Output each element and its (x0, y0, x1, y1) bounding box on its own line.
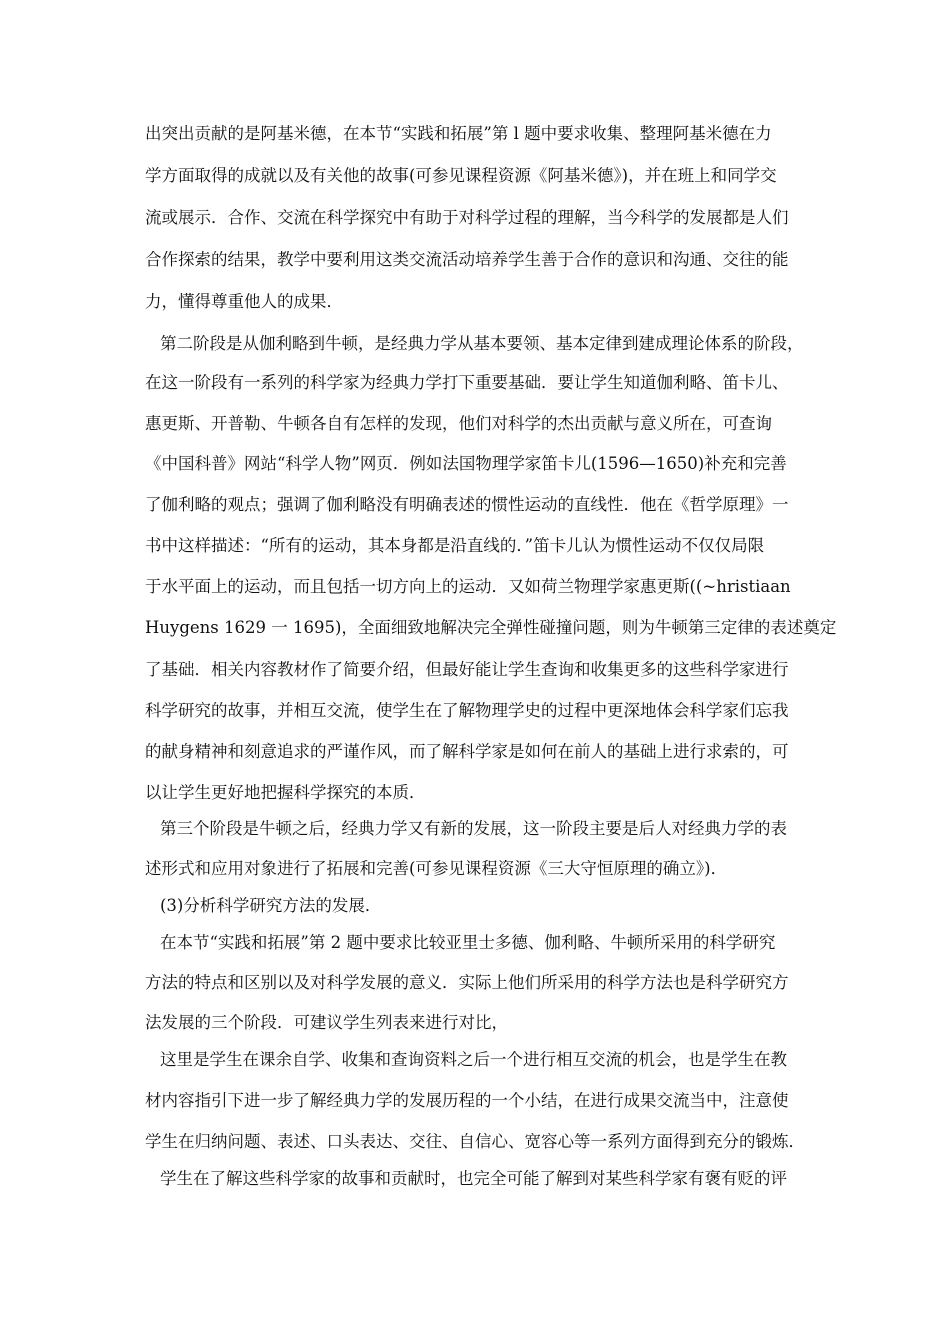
text-line: 科学研究的故事，并相互交流，使学生在了解物理学史的过程中更深地体会科学家们忘我 (145, 701, 789, 720)
text-line: 了伽利略的观点；强调了伽利略没有明确表述的惯性运动的直线性．他在《哲学原理》一 (145, 495, 789, 514)
text-line: 流或展示．合作、交流在科学探究中有助于对科学过程的理解，当今科学的发展都是人们 (145, 208, 789, 227)
text-line: 在这一阶段有一系列的科学家为经典力学打下重要基础．要让学生知道伽利略、笛卡儿、 (145, 373, 789, 392)
text-line: 学方面取得的成就以及有关他的故事(可参见课程资源《阿基米德》)，并在班上和同学交 (145, 166, 777, 185)
text-line: 《中国科普》网站“科学人物”网页．例如法国物理学家笛卡儿(1596—1650)补充和完善 (145, 454, 787, 473)
text-line: 合作探索的结果，教学中要利用这类交流活动培养学生善于合作的意识和沟通、交往的能 (145, 250, 789, 269)
text-line: 的献身精神和刻意追求的严谨作风，而了解科学家是如何在前人的基础上进行求索的，可 (145, 742, 789, 761)
text-line: 惠更斯、开普勒、牛顿各自有怎样的发现，他们对科学的杰出贡献与意义所在，可查询 (145, 414, 772, 433)
text-line: 材内容指引下进一步了解经典力学的发展历程的一个小结，在进行成果交流当中，注意使 (145, 1091, 789, 1110)
text-line: 以让学生更好地把握科学探究的本质． (145, 783, 426, 802)
text-line: 了基础．相关内容教材作了简要介绍，但最好能让学生查询和收集更多的这些科学家进行 (145, 660, 789, 679)
text-line: 力，懂得尊重他人的成果． (145, 292, 343, 311)
paragraph-start-line: 在本节“实践和拓展”第 2 题中要求比较亚里士多德、伽利略、牛顿所采用的科学研究 (160, 933, 776, 952)
text-line: 述形式和应用对象进行了拓展和完善(可参见课程资源《三大守恒原理的确立》)． (145, 859, 728, 878)
paragraph-start-line: 第三个阶段是牛顿之后，经典力学又有新的发展，这一阶段主要是后人对经典力学的表 (160, 819, 787, 838)
text-line: 方法的特点和区别以及对科学发展的意义．实际上他们所采用的科学方法也是科学研究方 (145, 973, 789, 992)
text-line: 书中这样描述：“所有的运动，其本身都是沿直线的．”笛卡儿认为惯性运动不仅仅局限 (145, 536, 765, 555)
paragraph-start-line: 第二阶段是从伽利略到牛顿，是经典力学从基本要领、基本定律到建成理论体系的阶段， (160, 334, 804, 353)
text-line: 出突出贡献的是阿基米德，在本节“实践和拓展”第 l 题中要求收集、整理阿基米德在力 (145, 124, 772, 143)
text-line: Huygens 1629 一 1695)，全面细致地解决完全弹性碰撞问题，则为牛顿第三定律的表述奠定 (145, 618, 837, 637)
paragraph-start-line: 学生在了解这些科学家的故事和贡献时，也完全可能了解到对某些科学家有褒有贬的评 (160, 1169, 787, 1188)
paragraph-start-line: 这里是学生在课余自学、收集和查询资料之后一个进行相互交流的机会，也是学生在教 (160, 1050, 787, 1069)
paragraph-start-line: (3)分析科学研究方法的发展． (160, 896, 382, 915)
text-line: 法发展的三个阶段．可建议学生列表来进行对比， (145, 1013, 508, 1032)
text-line: 于水平面上的运动，而且包括一切方向上的运动．又如荷兰物理学家惠更斯((~hristiaan (145, 577, 791, 596)
text-line: 学生在归纳问题、表述、口头表达、交往、自信心、宽容心等一系列方面得到充分的锻炼． (145, 1132, 805, 1151)
